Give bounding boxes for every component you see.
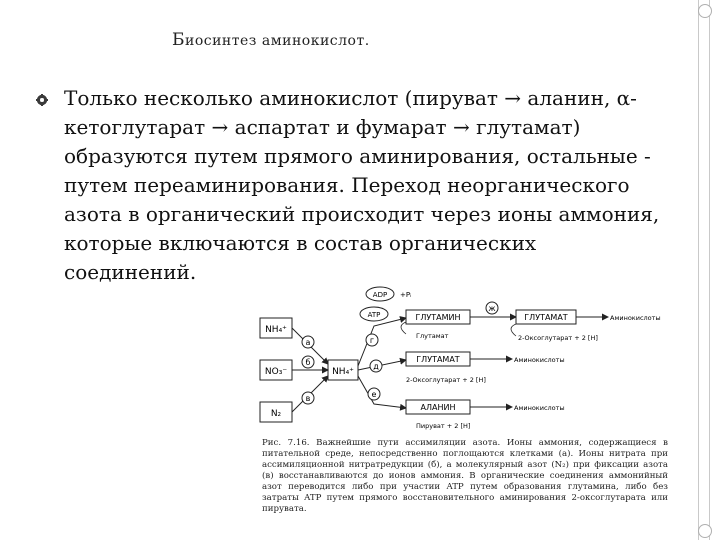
arrow-to-glutamine bbox=[358, 318, 406, 366]
label-glutamate-in: Глутамат bbox=[416, 332, 449, 340]
source-nitrate-label: NO₃⁻ bbox=[264, 367, 288, 377]
title-initial: Б bbox=[172, 30, 185, 50]
curve-glutamate-in bbox=[401, 322, 406, 334]
glutamate-label: ГЛУТАМАТ bbox=[416, 355, 460, 364]
label-pyruvate: Пируват + 2 [H] bbox=[416, 422, 471, 430]
slide-body-text: Только несколько аминокислот (пируват → аланин, α-кетоглутарат → аспартат и фумарат → глутамат) образуются путем прямого аминирования, остальные - путем переаминирования. Переход неорганического азота в органический происходит через ионы аммония, которые включаются в состав органических соединений. bbox=[64, 86, 660, 284]
letter-g: г bbox=[369, 336, 375, 345]
glutamine-label: ГЛУТАМИН bbox=[415, 313, 461, 322]
arrow-to-alanine bbox=[358, 376, 406, 408]
label-oxoglutarate-mid: 2-Оксоглутарат + 2 [H] bbox=[406, 376, 486, 384]
pi-label: +Pᵢ bbox=[400, 291, 412, 299]
output-amino-acids-1: Аминокислоты bbox=[610, 314, 661, 322]
adp-label: ADP bbox=[372, 291, 388, 299]
letter-zh: ж bbox=[488, 304, 496, 313]
alanine-label: АЛАНИН bbox=[420, 403, 456, 412]
letter-a: а bbox=[305, 338, 311, 347]
curve-oxoglutarate-in bbox=[511, 324, 516, 336]
figure-caption: Рис. 7.16. Важнейшие пути ассимиляции азота. Ионы аммония, содержащиеся в питательной среде, непосредственно поглощаются клетками (а). Ионы нитрата при ассимиляционной нитратредукции (б), а молекулярный азот (N₂) при фиксации азота (в) восстанавливаются до ионов аммония. В органические соединения аммонийный азот переводится либо при участии ATP путем образования глутамина, либо без затраты ATP путем прямого восстановительного аминирования 2-оксоглутарата или пирувата. bbox=[262, 438, 668, 514]
decorative-side-rail bbox=[698, 0, 710, 540]
rail-dot-top bbox=[698, 4, 712, 18]
title-rest: иосинтез аминокислот. bbox=[185, 33, 370, 49]
gear-bullet-icon bbox=[36, 94, 48, 106]
source-n2-label: N₂ bbox=[270, 409, 282, 419]
label-oxoglutarate-top: 2-Оксоглутарат + 2 [H] bbox=[518, 334, 598, 342]
letter-e: е bbox=[371, 390, 377, 399]
letter-d: д bbox=[373, 362, 379, 371]
source-ammonium-label: NH₄⁺ bbox=[265, 325, 287, 335]
atp-label: ATP bbox=[367, 311, 381, 319]
output-amino-acids-3: Аминокислоты bbox=[514, 404, 565, 412]
center-ammonium-label: NH₄⁺ bbox=[332, 367, 354, 377]
letter-b: б bbox=[305, 358, 311, 367]
output-amino-acids-2: Аминокислоты bbox=[514, 356, 565, 364]
slide-title bbox=[172, 30, 370, 50]
glutamate-out-label: ГЛУТАМАТ bbox=[524, 313, 568, 322]
letter-v: в bbox=[305, 394, 311, 403]
rail-dot-bottom bbox=[698, 524, 712, 538]
